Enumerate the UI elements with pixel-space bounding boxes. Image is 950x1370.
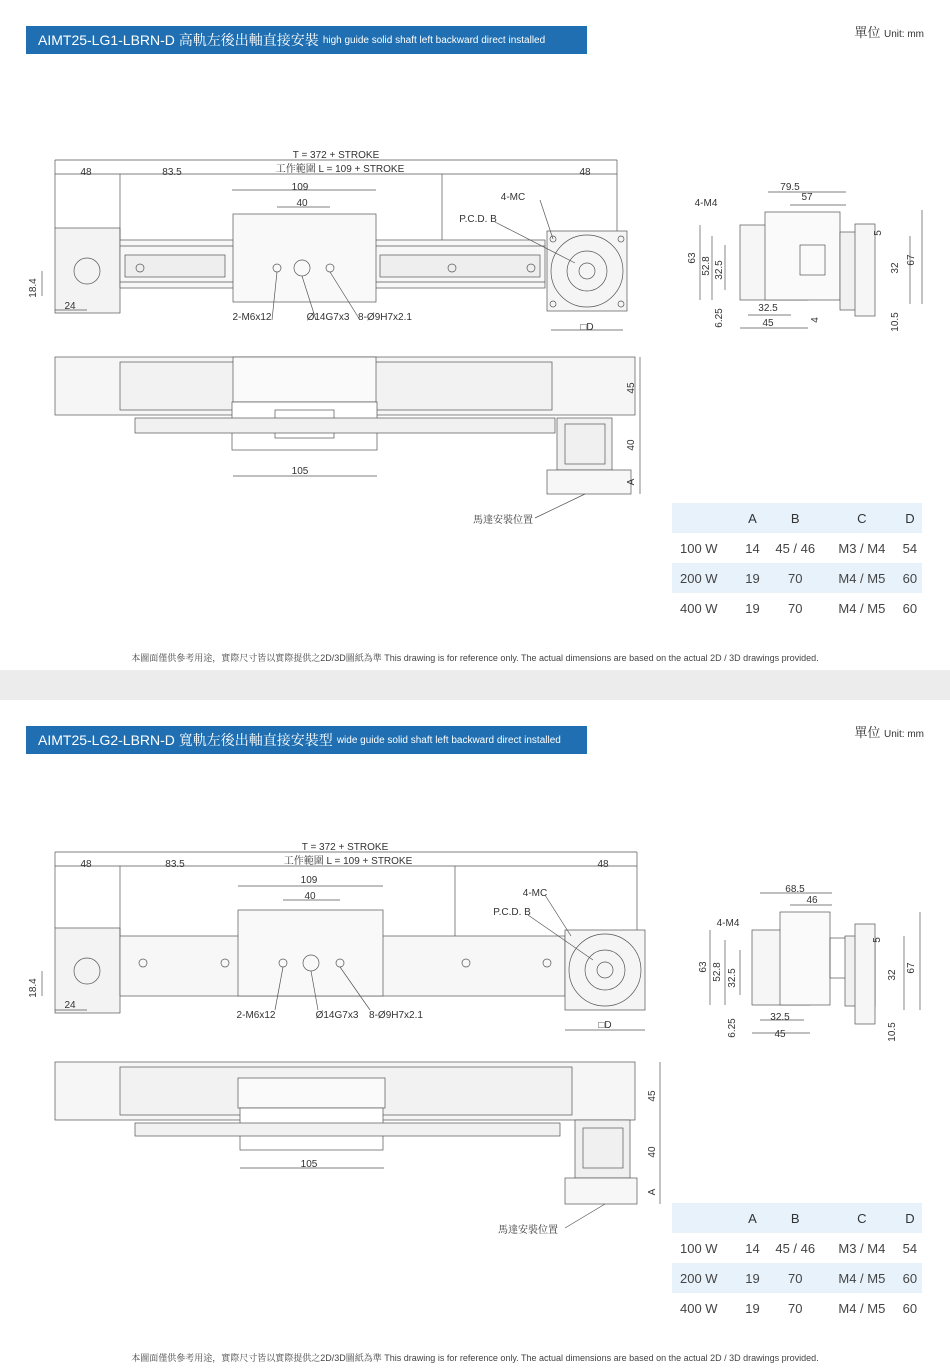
table-row: 200 W 19 70 M4 / M5 60	[672, 563, 922, 593]
svg-text:4-M4: 4-M4	[694, 198, 718, 209]
svg-text:10.5: 10.5	[887, 1022, 898, 1042]
svg-text:48: 48	[80, 859, 92, 870]
table-row: 200 W 19 70 M4 / M5 60	[672, 1263, 922, 1293]
section-title: AIMT25-LG2-LBRN-D 寬軌左後出軸直接安裝型	[38, 732, 333, 748]
svg-text:63: 63	[698, 961, 709, 973]
table-row: 100 W 14 45 / 46 M3 / M4 54	[680, 1240, 918, 1256]
section-subtitle: wide guide solid shaft left backward direct installed	[336, 734, 561, 746]
svg-text:6.25: 6.25	[727, 1018, 738, 1038]
svg-text:57: 57	[801, 192, 813, 203]
svg-text:105: 105	[291, 466, 309, 477]
svg-text:2-M6x12: 2-M6x12	[232, 312, 272, 323]
svg-text:48: 48	[597, 859, 609, 870]
spec-table: A B C D 100 W 14 45 / 46 M3 / M4 54 200 W 19 70 M4 / M5 60 400 W 19 70 M4 / M5 60	[672, 503, 922, 623]
footnote: 本圖面僅供參考用途，實際尺寸皆以實際提供之2D/3D圖紙為準 This drawing is for reference only. The actual dimensions are based on the actual 2D / 3D drawings provided.	[131, 1353, 819, 1363]
svg-text:4-MC: 4-MC	[500, 192, 526, 203]
svg-text:45: 45	[774, 1029, 786, 1040]
table-row: 400 W 19 70 M4 / M5 60	[680, 600, 918, 616]
svg-text:4: 4	[810, 317, 821, 323]
svg-text:24: 24	[64, 1000, 76, 1011]
svg-text:5: 5	[872, 937, 883, 943]
svg-text:P.C.D. B: P.C.D. B	[493, 907, 531, 918]
svg-text:6.25: 6.25	[714, 308, 725, 328]
svg-text:2-M6x12: 2-M6x12	[236, 1010, 276, 1021]
svg-text:45: 45	[647, 1090, 658, 1102]
svg-text:T = 372 + STROKE: T = 372 + STROKE	[301, 842, 389, 853]
svg-text:4-MC: 4-MC	[522, 888, 548, 899]
svg-text:83.5: 83.5	[165, 859, 185, 870]
svg-text:109: 109	[300, 875, 318, 886]
dim-t-stroke: T = 372 + STROKE	[292, 150, 380, 161]
svg-text:83.5: 83.5	[162, 167, 182, 178]
svg-text:68.5: 68.5	[785, 884, 805, 895]
svg-text:40: 40	[647, 1146, 658, 1158]
drawing-section-1	[0, 0, 950, 670]
section-subtitle: high guide solid shaft left backward direct installed	[322, 34, 546, 46]
svg-text:45: 45	[762, 318, 774, 329]
svg-text:工作範圍 L = 109 + STROKE: 工作範圍 L = 109 + STROKE	[283, 856, 413, 867]
svg-text:8-Ø9H7x2.1: 8-Ø9H7x2.1	[369, 1010, 423, 1021]
svg-text:40: 40	[626, 439, 637, 451]
svg-text:P.C.D. B: P.C.D. B	[459, 214, 497, 225]
svg-text:48: 48	[579, 167, 591, 178]
svg-text:46: 46	[806, 895, 818, 906]
svg-text:□D: □D	[598, 1020, 612, 1031]
svg-text:10.5: 10.5	[890, 312, 901, 332]
svg-text:40: 40	[304, 891, 316, 902]
svg-text:63: 63	[687, 252, 698, 264]
svg-text:52.8: 52.8	[701, 256, 712, 276]
svg-text:67: 67	[906, 962, 917, 974]
svg-text:Ø14G7x3: Ø14G7x3	[315, 1010, 359, 1021]
svg-text:32.5: 32.5	[758, 303, 778, 314]
svg-text:32.5: 32.5	[714, 260, 725, 280]
unit-label: 單位 Unit: mm	[854, 25, 924, 40]
svg-text:Ø14G7x3: Ø14G7x3	[306, 312, 350, 323]
svg-text:109: 109	[291, 182, 309, 193]
svg-text:67: 67	[906, 254, 917, 266]
svg-text:32: 32	[890, 262, 901, 274]
svg-text:24: 24	[64, 301, 76, 312]
mount-position-label: 馬達安裝位置	[498, 1225, 558, 1236]
dim-l-stroke: 工作範圍 L = 109 + STROKE	[275, 164, 405, 175]
svg-text:32: 32	[887, 969, 898, 981]
footnote: 本圖面僅供參考用途，實際尺寸皆以實際提供之2D/3D圖紙為準 This drawing is for reference only. The actual dimensions are based on the actual 2D / 3D drawings provided.	[131, 653, 819, 663]
table-row: 100 W 14 45 / 46 M3 / M4 54	[680, 540, 918, 556]
svg-text:A: A	[647, 1188, 658, 1196]
svg-text:48: 48	[80, 167, 92, 178]
svg-text:5: 5	[873, 230, 884, 236]
mount-position-label: 馬達安裝位置	[473, 515, 533, 526]
svg-text:45: 45	[626, 382, 637, 394]
unit-label: 單位 Unit: mm	[854, 725, 924, 740]
svg-text:18.4: 18.4	[28, 978, 39, 998]
spec-table: A B C D 100 W 14 45 / 46 M3 / M4 54 200 W 19 70 M4 / M5 60 400 W 19 70 M4 / M5 60	[672, 1203, 922, 1323]
svg-text:32.5: 32.5	[770, 1012, 790, 1023]
svg-text:4-M4: 4-M4	[716, 918, 740, 929]
section-divider	[0, 670, 950, 700]
svg-text:32.5: 32.5	[727, 968, 738, 988]
svg-text:105: 105	[300, 1159, 318, 1170]
svg-text:8-Ø9H7x2.1: 8-Ø9H7x2.1	[358, 312, 412, 323]
svg-text:79.5: 79.5	[780, 182, 800, 193]
drawing-section-2	[0, 700, 950, 1370]
svg-text:A: A	[626, 478, 637, 486]
svg-text:18.4: 18.4	[28, 278, 39, 298]
svg-text:40: 40	[296, 198, 308, 209]
table-row: 400 W 19 70 M4 / M5 60	[680, 1300, 918, 1316]
svg-text:52.8: 52.8	[712, 962, 723, 982]
section-title: AIMT25-LG1-LBRN-D 高軌左後出軸直接安裝	[38, 32, 319, 48]
svg-text:□D: □D	[580, 322, 594, 333]
